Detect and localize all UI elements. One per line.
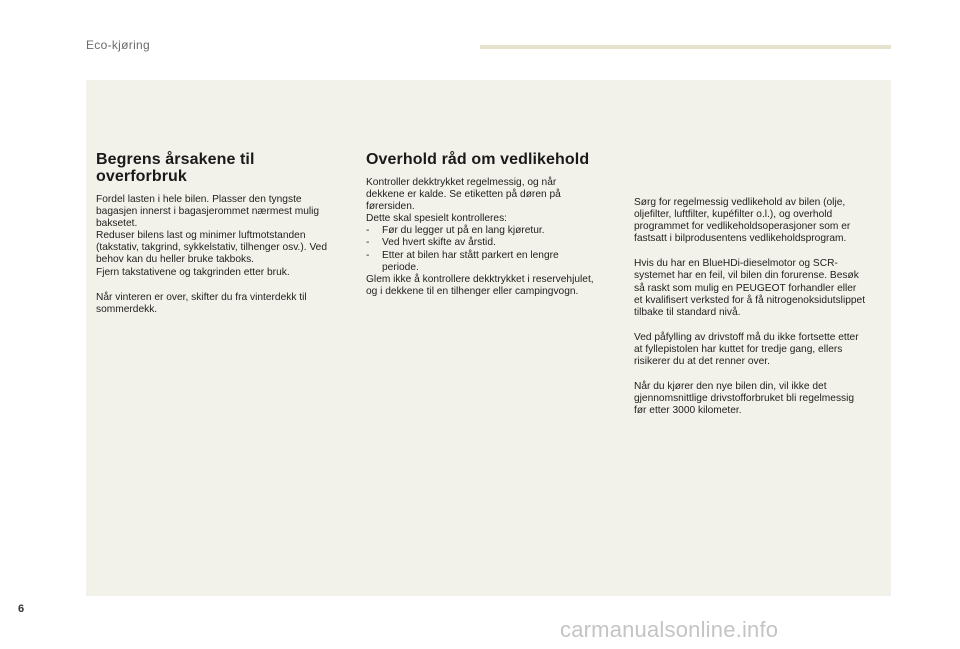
text-line: Glem ikke å kontrollere dekktrykket i reservehjulet, (366, 273, 594, 285)
text-line: bagasjen innerst i bagasjerommet nærmest mulig (96, 206, 320, 218)
heading-overconsumption: Begrens årsakene til overforbruk (96, 151, 255, 185)
text-line: (takstativ, takgrind, sykkelstativ, tilhenger osv.). Ved (96, 242, 328, 254)
text-line: programmet for vedlikeholdsoperasjoner som er (634, 221, 851, 233)
text-line: og i dekkene til en tilhenger eller campingvogn. (366, 285, 579, 297)
list-dash: - (366, 225, 370, 237)
text-line: behov kan du heller bruke takboks. (96, 254, 255, 266)
paragraph-service (634, 197, 886, 245)
header-rule (480, 45, 891, 49)
list-dash: - (366, 237, 370, 249)
list-item (366, 250, 601, 274)
text-line: Sørg for regelmessig vedlikehold av bilen (olje, (634, 197, 846, 208)
text-line: oljefilter, luftfilter, kupéfilter o.l.), og overhold (634, 209, 833, 221)
text-line: risikerer du at det renner over. (634, 356, 770, 368)
text-line: Når vinteren er over, skifter du fra vinterdekk til (96, 291, 307, 303)
list-item-text: Ved hvert skifte av årstid. (382, 237, 496, 249)
text-line: Dette skal spesielt kontrolleres: (366, 213, 507, 225)
text-line: Reduser bilens last og minimer luftmotstanden (96, 230, 306, 242)
page-number: 6 (18, 603, 25, 615)
text-line: Fjern takstativene og takgrinden etter bruk. (96, 266, 290, 278)
text-line: Kontroller dekktrykket regelmessig, og når (366, 177, 557, 188)
text-line: at fyllepistolen har kuttet for tredje gang, ellers (634, 343, 843, 355)
paragraph-load (96, 194, 351, 279)
text-line: gjennomsnittlige drivstofforbruket bli regelmessig (634, 393, 855, 405)
paragraph-spare-wheel (366, 274, 601, 298)
list-item (366, 237, 601, 249)
list-item-text: periode. (382, 261, 419, 273)
column-maintenance-cont (634, 197, 886, 417)
list-dash: - (366, 249, 370, 261)
text-line: systemet har en feil, vil bilen din forurense. Besøk (634, 270, 859, 282)
text-line: førersiden. (366, 201, 415, 213)
text-line: baksetet. (96, 218, 138, 230)
text-line: Hvis du har en BlueHDi-dieselmotor og SCR- (634, 258, 838, 270)
text-line: et kvalifisert verksted for å få nitrogenoksidutslippet (634, 294, 866, 306)
column-maintenance (366, 151, 601, 298)
text-line: så raskt som mulig en PEUGEOT forhandler eller (634, 282, 857, 294)
paragraph-refuelling (634, 332, 886, 368)
text-line: tilbake til standard nivå. (634, 306, 741, 318)
watermark: carmanualsonline.info (560, 617, 779, 642)
paragraph-winter-tyres (96, 292, 351, 316)
section-title: Eco-kjøring (86, 38, 150, 52)
text-line: Når du kjører den nye bilen din, vil ikke det (634, 381, 827, 393)
list-item (366, 225, 601, 237)
text-line: før etter 3000 kilometer. (634, 405, 742, 417)
text-line: Fordel lasten i hele bilen. Plasser den tyngste (96, 194, 302, 205)
content-panel (86, 80, 891, 596)
paragraph-tyre-pressure (366, 177, 601, 225)
paragraph-bluehdi (634, 258, 886, 318)
list-item-text: Før du legger ut på en lang kjøretur. (382, 225, 545, 237)
text-line: dekkene er kalde. Se etiketten på døren på (366, 189, 561, 201)
text-line: fastsatt i bilprodusentens vedlikeholdsprogram. (634, 233, 847, 245)
paragraph-run-in (634, 381, 886, 417)
list-item-text: Etter at bilen har stått parkert en lengre (382, 249, 559, 261)
text-line: sommerdekk. (96, 303, 158, 315)
heading-maintenance: Overhold råd om vedlikehold (366, 151, 590, 168)
column-overconsumption (96, 151, 351, 316)
text-line: Ved påfylling av drivstoff må du ikke fortsette etter (634, 331, 859, 343)
